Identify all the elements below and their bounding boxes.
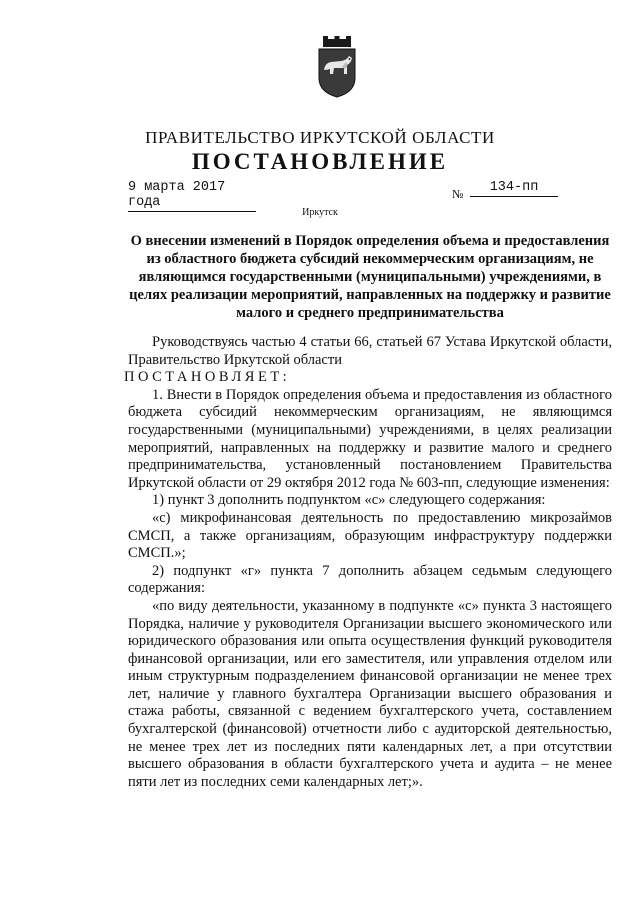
paragraph-5: «по виду деятельности, указанному в подпункте «с» пункта 3 настоящего Порядка, наличие у руководителя Организации высшего экономического или юридического образования или опыта осуществления функций руководителя финансовой организации, или его заместителя, или управления отделом или иным структурным подразделением финансовой организации не менее трех лет, наличие у главного бухгалтера Организации высшего образования и стажа работы, связанной с ведением бухгалтерского учета, составлением бухгалтерской (финансовой) отчетности либо с аудиторской деятельностью, не менее трех лет из последних пяти календарных лет, а при отсутствии высшего образования в области бухгалтерского учета и аудита – не менее пяти лет из последних семи календарных лет;».: [128, 597, 612, 790]
paragraph-4: 2) подпункт «г» пункта 7 дополнить абзацем седьмым следующего содержания:: [128, 562, 612, 597]
irkutsk-coat-of-arms-icon: [316, 36, 358, 98]
intro-paragraph: Руководствуясь частью 4 статьи 66, статьей 67 Устава Иркутской области, Правительство Иркутской области: [128, 334, 612, 368]
document-type-title: ПОСТАНОВЛЕНИЕ: [191, 149, 449, 174]
decree-word: ПОСТАНОВЛЯЕТ:: [124, 369, 291, 386]
document-number: 134-пп: [470, 180, 558, 197]
paragraph-2: 1) пункт 3 дополнить подпунктом «с» следующего содержания:: [152, 492, 546, 509]
number-label: №: [452, 187, 464, 201]
paragraph-3: «с) микрофинансовая деятельность по предоставлению микрозаймов СМСП, а также организациям, образующим инфраструктуру поддержки СМСП.»;: [128, 509, 612, 562]
document-heading: О внесении изменений в Порядок определения объема и предоставления из областного бюджета субсидий некоммерческим организациям, не являющимся государственными (муниципальными) учреждениями, в целях реализации мероприятий, направленных на поддержку и развитие малого и среднего предпринимательства: [129, 233, 611, 321]
document-date: 9 марта 2017 года: [128, 180, 256, 212]
city-name: Иркутск: [302, 207, 338, 218]
paragraph-1: 1. Внести в Порядок определения объема и предоставления из областного бюджета субсидий некоммерческим организациям, не являющимся государственными (муниципальными) учреждениями, в целях реализации мероприятий, направленных на поддержку и развитие малого и среднего предпринимательства, установленный постановлением Правительства Иркутской области от 29 октября 2012 года № 603-пп, следующие изменения:: [128, 386, 612, 491]
document-body: [124, 334, 612, 791]
government-name: ПРАВИТЕЛЬСТВО ИРКУТСКОЙ ОБЛАСТИ: [145, 128, 495, 147]
